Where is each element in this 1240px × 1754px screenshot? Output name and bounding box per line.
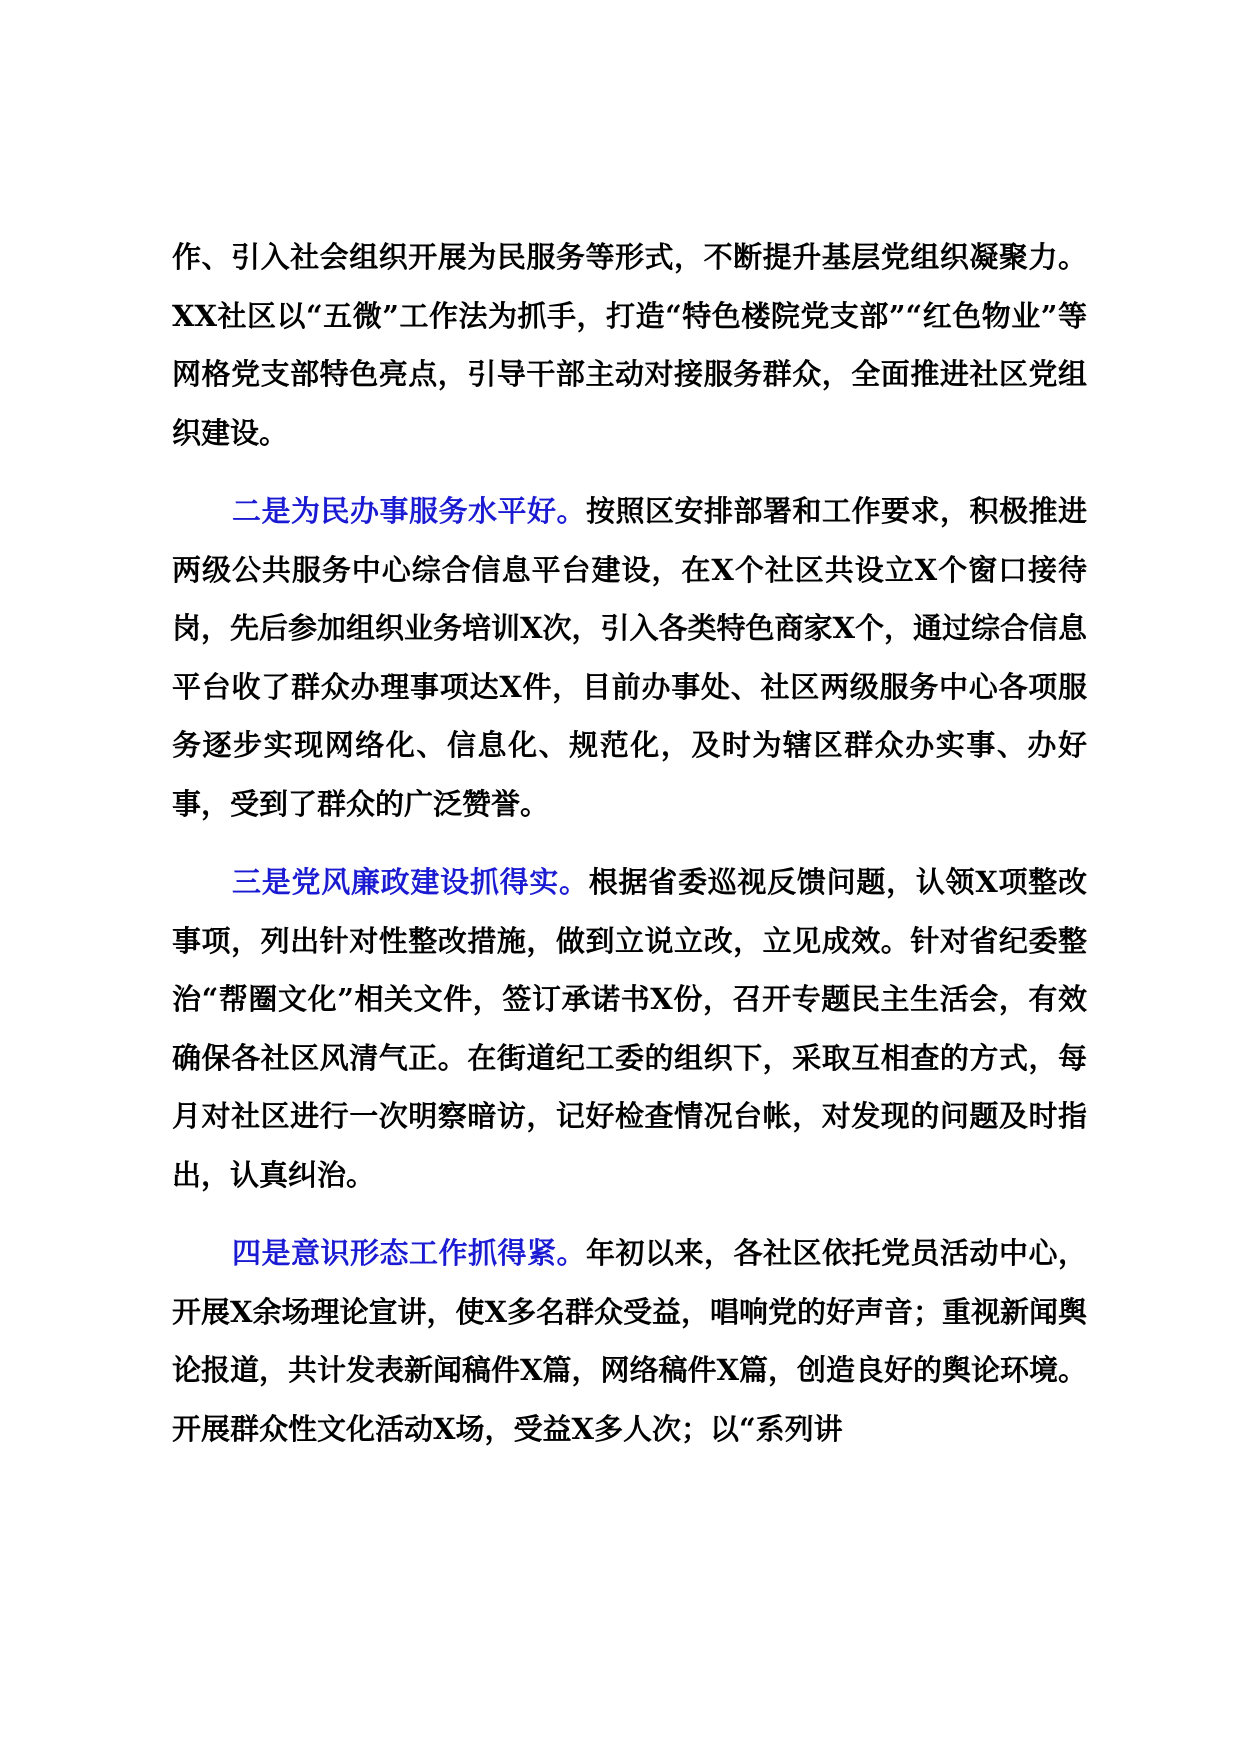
paragraph-integrity xyxy=(172,853,1087,1204)
paragraph-service xyxy=(172,482,1087,833)
paragraph-body: 年初以来，各社区依托党员活动中心，开展X余场理论宣讲，使X多名群众受益，唱响党的好声音；重视新闻舆论报道，共计发表新闻稿件X篇，网络稿件X篇，创造良好的舆论环境。开展群众性文化活动X场，受益X多人次；以“系列讲 xyxy=(172,1236,1088,1446)
paragraph-body: 根据省委巡视反馈问题，认领X项整改事项，列出针对性整改措施，做到立说立改，立见成效。针对省纪委整治“帮圈文化”相关文件，签订承诺书X份，召开专题民主生活会，有效确保各社区风清气正。在街道纪工委的组织下，采取互相查的方式，每月对社区进行一次明察暗访，记好检查情况台帐，对发现的问题及时指出，认真纠治。 xyxy=(172,865,1087,1192)
paragraph-body: 按照区安排部署和工作要求，积极推进两级公共服务中心综合信息平台建设，在X个社区共设立X个窗口接待岗，先后参加组织业务培训X次，引入各类特色商家X个，通过综合信息平台收了群众办理事项达X件，目前办事处、社区两级服务中心各项服务逐步实现网络化、信息化、规范化，及时为辖区群众办实事、办好事，受到了群众的广泛赞誉。 xyxy=(172,494,1088,821)
document-page xyxy=(172,228,1087,1478)
paragraph-heading: 二是为民办事服务水平好。 xyxy=(232,494,586,528)
paragraph-heading: 三是党风廉政建设抓得实。 xyxy=(232,865,589,899)
paragraph-ideology xyxy=(172,1224,1087,1458)
paragraph-continuation xyxy=(172,228,1087,462)
paragraph-body: 作、引入社会组织开展为民服务等形式，不断提升基层党组织凝聚力。XX社区以“五微”工作法为抓手，打造“特色楼院党支部”“红色物业”等网格党支部特色亮点，引导干部主动对接服务群众，全面推进社区党组织建设。 xyxy=(172,240,1087,450)
paragraph-heading: 四是意识形态工作抓得紧。 xyxy=(232,1236,586,1270)
